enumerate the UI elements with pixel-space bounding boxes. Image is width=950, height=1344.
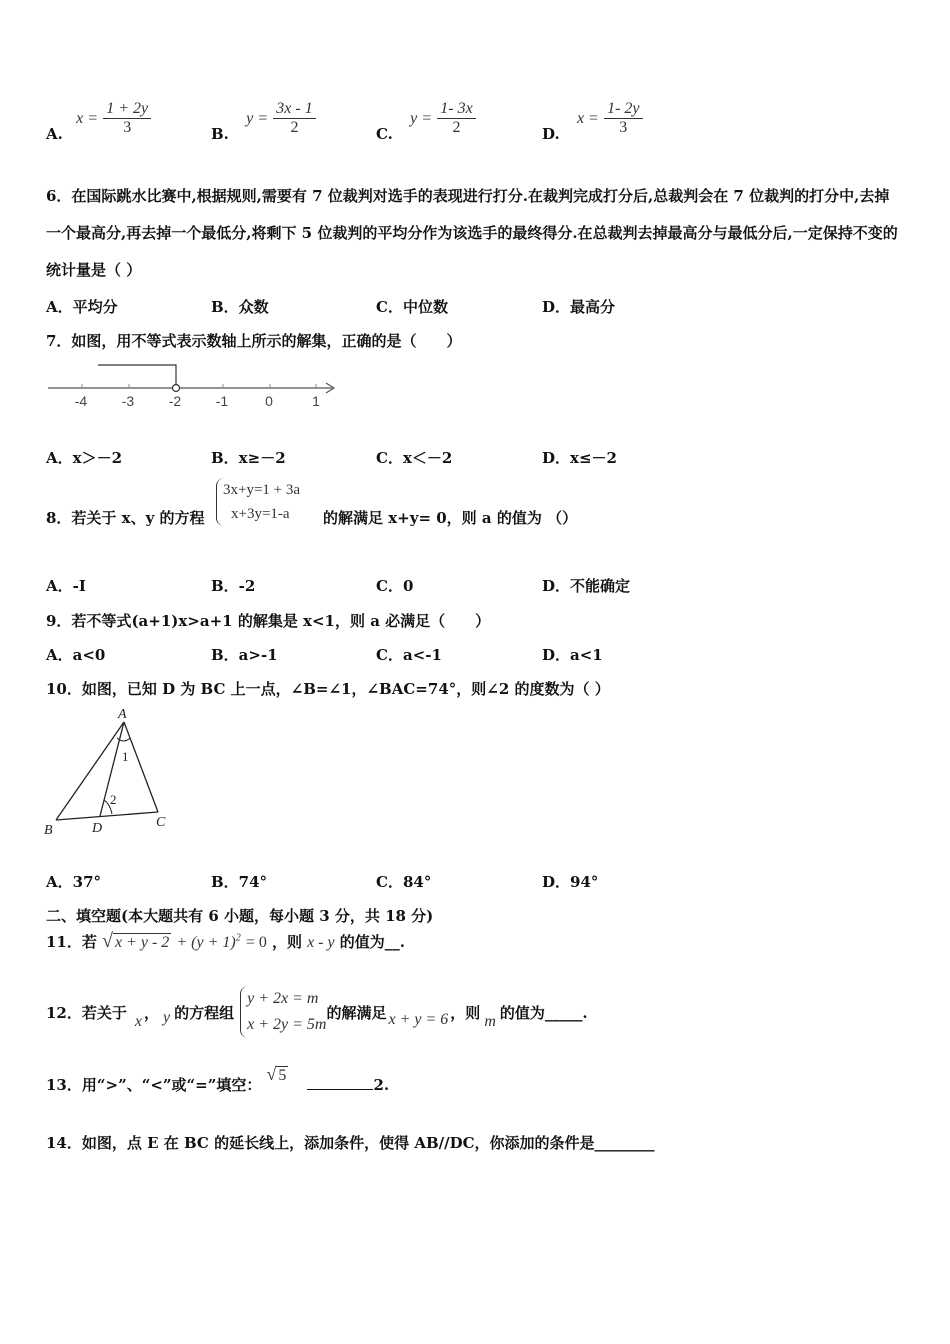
q8-equation-1: 3x+y=1 + 3a [223,482,301,498]
vertex-label: A [118,707,127,722]
q10-option-b[interactable]: B．74° [211,873,268,891]
q11-sqrt-sign: √ [101,930,113,952]
q9-option-a[interactable]: A．a<0 [46,646,106,664]
q5-option-a-numerator: 1 + 2y [103,100,151,119]
q7-number-line-figure [44,358,344,414]
q7-option-a[interactable]: A．x＞－2 [46,449,123,467]
q12-equation-1: y + 2x = m [247,990,319,1007]
q5-option-c-denominator: 2 [452,119,461,137]
q12-question [46,986,588,1038]
q9-option-b[interactable]: B．a>-1 [211,646,278,664]
q5-option-a[interactable] [46,100,151,143]
q5-option-c-lhs: y = [410,109,433,127]
q8-equation-2: x+3y=1-a [231,506,290,522]
q11-exponent: 2 [235,932,241,944]
angle-label: 1 [122,749,129,764]
q12-var-x: x [134,1013,142,1030]
q13-question [46,1064,390,1095]
q13-suffix: 2. [373,1076,390,1094]
tick-label: -2 [168,393,182,409]
q8-question-prefix: 8．若关于 x、y 的方程 [46,509,205,527]
q12-comma: ， [143,1003,159,1022]
q12-equation-2: x + 2y = 5m [247,1016,327,1033]
q12-var-m: m [484,1013,496,1030]
q14-question-text: 14．如图，点 E 在 BC 的延长线上，添加条件，使得 AB//DC，你添加的条件是________ [46,1134,655,1152]
q5-option-b[interactable] [211,100,316,143]
q8-option-c[interactable]: C．0 [376,577,414,595]
q11-expression: x - y [307,934,335,951]
q12-suffix: 的值为_____. [499,1003,588,1022]
q11-question [46,930,405,953]
q5-option-b-numerator: 3x - 1 [273,100,315,119]
q5-option-b-lhs: y = [246,109,269,127]
side-ac [124,722,158,812]
q10-triangle-figure [40,704,180,840]
q9-option-d[interactable]: D．a<1 [542,646,603,664]
q13-sqrt-sign: √ [266,1064,277,1084]
tick-label: -4 [74,393,88,409]
q12-prefix: 12．若关于 [46,1003,127,1022]
q5-option-c-fraction [437,100,475,138]
q6-question-text: 6．在国际跳水比赛中,根据规则,需要有 7 位裁判对选手的表现进行打分.在裁判完成打分后,总裁判会在 7 位裁判的打分中,去掉一个最高分,再去掉一个最低分,将剩下 5 位裁判的平均分作为该选手的最终得分.在总裁判去掉最高分与最低分后,一定保持不变的统计量是（ ） [46,187,898,279]
q11-prefix: 11．若 [46,933,97,951]
q8-question-suffix: 的解满足 x+y= 0，则 a 的值为 （） [323,509,578,527]
q8-equation-system [216,478,323,526]
q7-option-b[interactable]: B．x≥－2 [211,449,286,467]
q5-option-c-numerator: 1- 3x [437,100,475,119]
solution-set-ray [98,365,176,384]
q9-option-c[interactable]: C．a<-1 [376,646,442,664]
q7-option-c[interactable]: C．x＜－2 [376,449,453,467]
q11-square-term: + (y + 1) [176,934,236,951]
tick-label: 0 [265,393,273,409]
q6-option-a[interactable]: A．平均分 [46,298,118,316]
angle-label: 2 [110,792,117,807]
q8-option-a[interactable]: A．-I [46,577,86,595]
q5-option-d-lhs: x = [576,109,599,127]
q11-equals-zero: = 0 [245,934,267,951]
q13-radicand: 5 [278,1067,287,1084]
q13-prefix: 13．用“>”、“<”或“=”填空： [46,1076,262,1094]
q5-option-b-fraction [273,100,315,138]
q10-option-c[interactable]: C．84° [376,873,432,891]
q5-option-d-fraction [604,100,642,138]
q9-question-text: 9．若不等式(a+1)x>a+1 的解集是 x<1，则 a 必满足（ ） [46,612,491,630]
q8-option-b[interactable]: B．-2 [211,577,256,595]
q12-equation-system [240,986,326,1038]
q12-mid: 的方程组 [174,1003,235,1022]
q7-question-text: 7．如图，用不等式表示数轴上所示的解集，正确的是（ ） [46,332,462,350]
vertex-label: C [156,815,166,830]
q12-condition: x + y = 6 [388,1011,449,1028]
q5-option-a-denominator: 3 [123,119,132,137]
q5-option-a-fraction [103,100,151,138]
tick-label: -1 [215,393,229,409]
q5-option-a-label: A. [46,124,63,143]
q5-option-a-lhs: x = [76,109,99,127]
q10-question-text: 10．如图，已知 D 为 BC 上一点，∠B=∠1，∠BAC=74°，则∠2 的度数为（ ） [46,680,610,698]
q6-option-c[interactable]: C．中位数 [376,298,448,316]
q10-option-a[interactable]: A．37° [46,873,102,891]
q12-mid3: ，则 [450,1003,481,1022]
open-circle-point [173,385,180,392]
q13-answer-blank[interactable] [307,1075,373,1090]
q8-option-d[interactable]: D．不能确定 [542,577,631,595]
q11-suffix: 的值为__. [339,933,405,951]
q5-option-c-label: C. [376,124,393,143]
q5-option-d[interactable] [542,100,643,143]
tick-label: -3 [121,393,135,409]
q10-option-d[interactable]: D．94° [542,873,599,891]
vertex-label: B [44,823,53,838]
q12-mid2: 的解满足 [326,1003,387,1022]
q5-option-c[interactable] [376,100,476,143]
q11-radicand: x + y - 2 [114,934,170,951]
q5-option-d-denominator: 3 [619,119,628,137]
vertex-label: D [92,821,103,836]
q5-option-b-label: B. [211,124,229,143]
q11-mid: ，则 [271,933,302,951]
side-bc [56,812,158,820]
tick-label: 1 [312,393,320,409]
q5-option-d-label: D. [542,124,560,143]
q6-option-b[interactable]: B．众数 [211,298,269,316]
section-heading: 二、填空题(本大题共有 6 小题，每小题 3 分，共 18 分) [46,907,434,925]
q12-var-y: y [163,1009,171,1026]
q6-option-d[interactable]: D．最高分 [542,298,616,316]
q5-option-d-numerator: 1- 2y [604,100,642,119]
q5-option-b-denominator: 2 [290,119,299,137]
q7-option-d[interactable]: D．x≤－2 [542,449,617,467]
